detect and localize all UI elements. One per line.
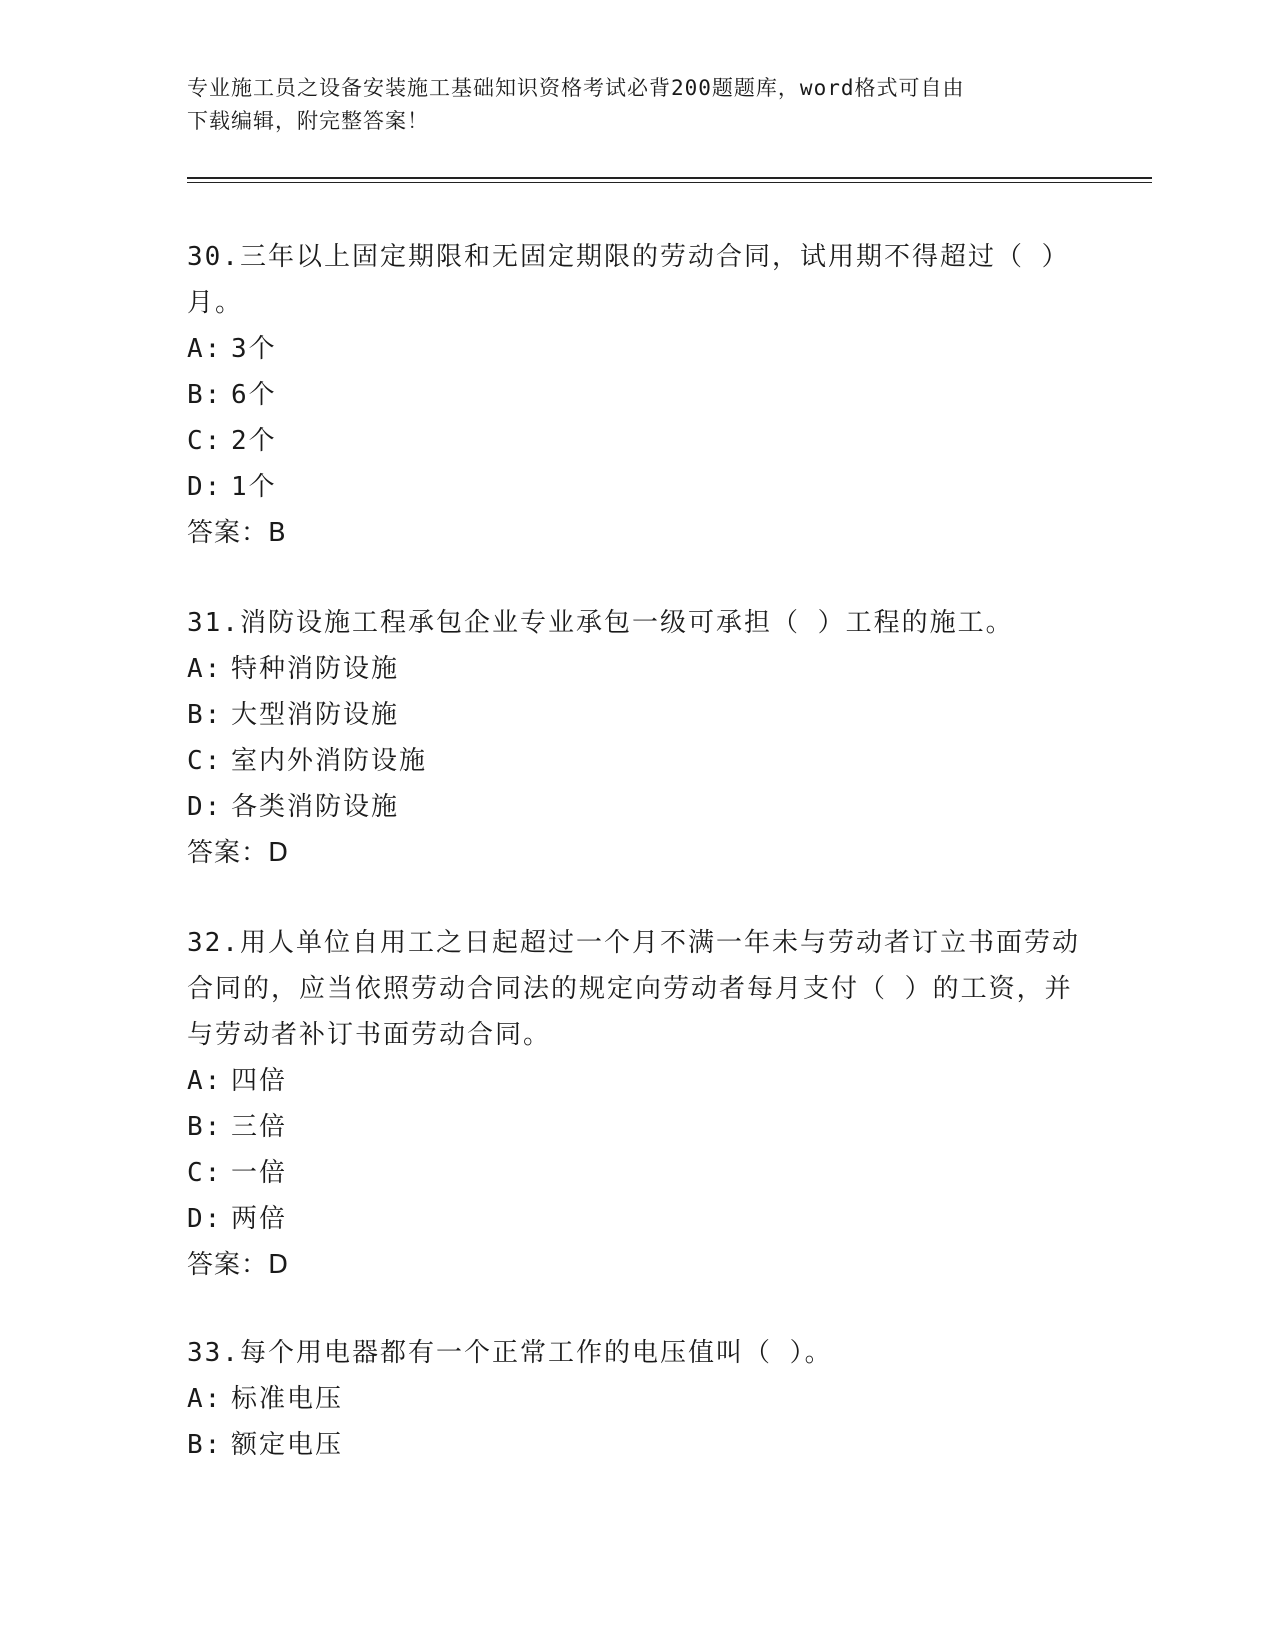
question-stem: 32.用人单位自用工之日起超过一个月不满一年未与劳动者订立书面劳动合同的，应当依照劳动合同法的规定向劳动者每月支付（ ）的工资，并与劳动者补订书面劳动合同。 xyxy=(187,928,1080,1050)
option-a xyxy=(187,326,1087,372)
option-b xyxy=(187,692,1087,738)
option-text: 额定电压 xyxy=(231,1430,344,1460)
option-a xyxy=(187,1376,1087,1422)
option-key: A: xyxy=(187,334,223,364)
option-text: 2个 xyxy=(231,426,277,456)
option-text: 6个 xyxy=(231,380,277,410)
option-c xyxy=(187,418,1087,464)
option-text: 特种消防设施 xyxy=(231,654,400,684)
option-text: 大型消防设施 xyxy=(231,700,400,730)
question-32 xyxy=(187,920,1087,1288)
option-text: 各类消防设施 xyxy=(231,792,400,822)
question-stem: 31.消防设施工程承包企业专业承包一级可承担（ ）工程的施工。 xyxy=(187,608,1014,638)
option-key: B: xyxy=(187,380,223,410)
option-a xyxy=(187,646,1087,692)
answer: 答案：B xyxy=(187,518,287,548)
question-stem: 33.每个用电器都有一个正常工作的电压值叫（ ）。 xyxy=(187,1338,833,1368)
option-b xyxy=(187,1104,1087,1150)
question-31 xyxy=(187,600,1087,876)
option-key: B: xyxy=(187,1112,223,1142)
option-key: A: xyxy=(187,1384,223,1414)
option-text: 一倍 xyxy=(231,1158,288,1188)
option-text: 三倍 xyxy=(231,1112,288,1142)
option-text: 四倍 xyxy=(231,1066,288,1096)
answer: 答案：D xyxy=(187,1250,290,1280)
option-key: B: xyxy=(187,700,223,730)
option-text: 1个 xyxy=(231,472,277,502)
option-text: 室内外消防设施 xyxy=(231,746,428,776)
option-key: A: xyxy=(187,1066,223,1096)
option-key: D: xyxy=(187,472,223,502)
option-text: 3个 xyxy=(231,334,277,364)
header-line-1: 专业施工员之设备安装施工基础知识资格考试必背200题题库，word格式可自由 xyxy=(187,76,965,100)
option-key: C: xyxy=(187,746,223,776)
header-divider-thin xyxy=(187,182,1152,183)
document-header xyxy=(187,72,1087,138)
option-d xyxy=(187,1196,1087,1242)
question-stem: 30.三年以上固定期限和无固定期限的劳动合同，试用期不得超过（ ）月。 xyxy=(187,242,1070,318)
header-divider xyxy=(187,177,1152,179)
option-c xyxy=(187,1150,1087,1196)
header-line-2: 下载编辑，附完整答案！ xyxy=(187,109,429,133)
option-key: C: xyxy=(187,1158,223,1188)
option-d xyxy=(187,464,1087,510)
option-a xyxy=(187,1058,1087,1104)
option-b xyxy=(187,1422,1087,1468)
option-c xyxy=(187,738,1087,784)
option-text: 两倍 xyxy=(231,1204,288,1234)
option-key: D: xyxy=(187,1204,223,1234)
question-33 xyxy=(187,1330,1087,1468)
option-text: 标准电压 xyxy=(231,1384,344,1414)
option-key: B: xyxy=(187,1430,223,1460)
option-key: D: xyxy=(187,792,223,822)
option-b xyxy=(187,372,1087,418)
answer: 答案：D xyxy=(187,838,290,868)
option-key: A: xyxy=(187,654,223,684)
option-key: C: xyxy=(187,426,223,456)
option-d xyxy=(187,784,1087,830)
question-30 xyxy=(187,234,1087,556)
